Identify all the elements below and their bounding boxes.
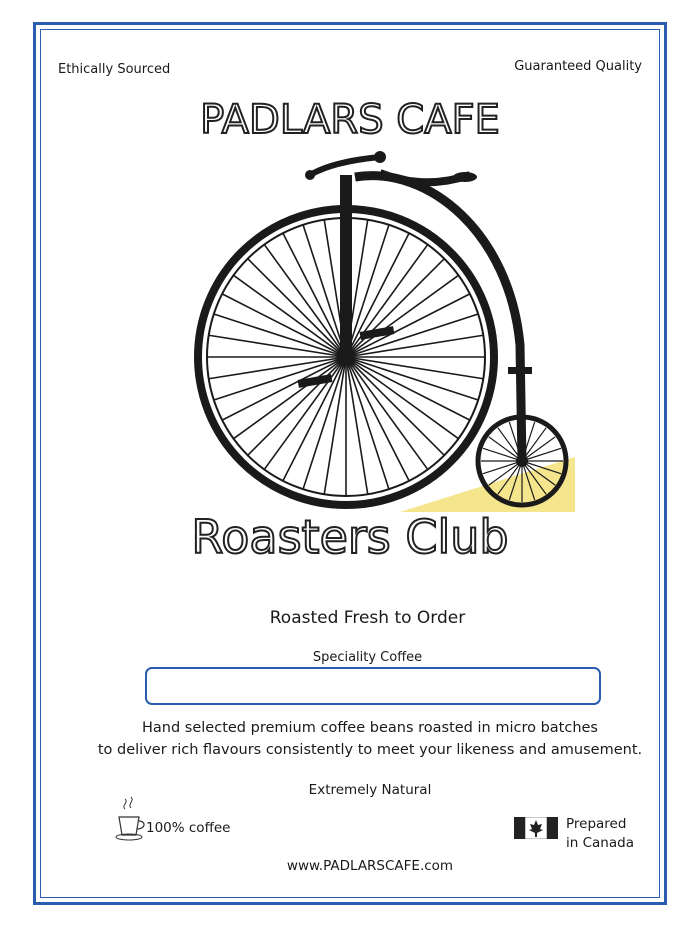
description-line-2: to deliver rich flavours consistently to meet your likeness and amusement.	[97, 742, 643, 758]
brand-title: PADLARS CAFE	[200, 97, 500, 143]
wheel-spoke	[346, 245, 428, 357]
coffee-name-field[interactable]	[145, 667, 601, 705]
wheel-spoke	[234, 357, 346, 439]
wheel-spoke	[346, 357, 428, 469]
wheel-spoke	[248, 357, 346, 455]
canada-flag-icon	[514, 817, 558, 839]
coffee-percentage-label: 100% coffee	[146, 820, 231, 836]
wheel-spoke	[346, 357, 444, 455]
wheel-spoke	[522, 448, 561, 461]
extremely-natural-label: Extremely Natural	[308, 782, 432, 798]
wheel-spoke	[346, 275, 458, 357]
wheel-spoke	[234, 275, 346, 357]
wheel-spoke	[264, 245, 346, 357]
wheel-spoke	[346, 357, 389, 489]
ethically-sourced-label: Ethically Sourced	[58, 62, 171, 77]
description-line-1: Hand selected premium coffee beans roasted in micro batches	[142, 720, 598, 736]
website-link[interactable]: www.PADLARSCAFE.com	[286, 858, 454, 874]
wheel-spoke	[264, 357, 346, 469]
prepared-in-canada-label	[566, 815, 634, 853]
wheel-spoke	[214, 314, 346, 357]
penny-farthing-bicycle-icon	[180, 145, 580, 515]
guaranteed-quality-label: Guaranteed Quality	[514, 59, 642, 74]
wheel-spoke	[346, 357, 458, 439]
wheel-spoke	[522, 437, 555, 461]
coffee-cup-icon	[113, 795, 147, 841]
wheel-spoke	[489, 437, 522, 461]
wheel-spoke	[248, 259, 346, 357]
description	[0, 717, 700, 761]
wheel-spoke	[483, 461, 522, 474]
wheel-spoke	[303, 225, 346, 357]
wheel-spoke	[346, 259, 444, 357]
speciality-coffee-label: Speciality Coffee	[312, 650, 423, 665]
wheel-spoke	[483, 448, 522, 461]
roasters-club-title: Roasters Club	[191, 510, 509, 564]
prepared-line-2: in Canada	[566, 835, 634, 851]
wheel-spoke	[346, 357, 478, 400]
prepared-line-1: Prepared	[566, 816, 627, 832]
tagline: Roasted Fresh to Order	[269, 608, 466, 628]
